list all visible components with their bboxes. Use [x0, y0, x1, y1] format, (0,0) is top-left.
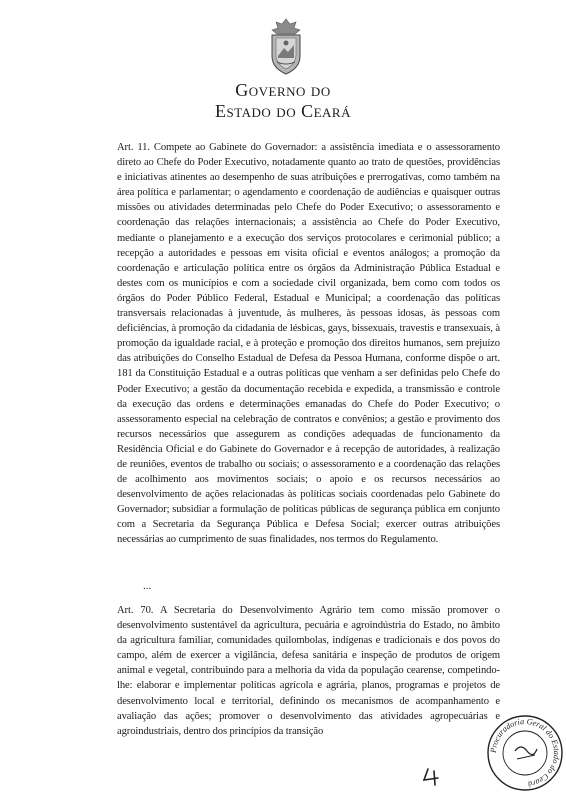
- header-line-2: Estado do Ceará: [215, 101, 351, 121]
- article-70-paragraph: Art. 70. A Secretaria do Desenvolvimento Agrário tem como missão promover o desenvolvimento sustentável da agricultura, pecuária e agroindústria do Estado, no âmbito da agricultura familiar, comunidades quilombolas, indígenas e tradicionais e dos povos do campo, além de exercer a vigilância, defesa sanitária e inspeção de produtos de origem animal e vegetal, contribuindo para a melhoria da vida da população cearense, competindo-lhe: elaborar e implementar políticas agrícola e agrária, planos, programas e projetos de desenvolvimento local e territorial, definindo os mecanismos de acompanhamento e avaliação das ações; promover o desenvolvimento das atividades agropecuárias e agroindustriais, dentro dos princípios da transição: [117, 605, 500, 737]
- header-line-1: Governo do: [235, 80, 331, 100]
- svg-text:Procuradoria Geral do Estado d: Procuradoria Geral do Estado do Ceará: [488, 716, 562, 789]
- handwritten-page-mark: [420, 765, 448, 787]
- government-header: [0, 80, 566, 122]
- state-coat-of-arms-icon: [266, 18, 306, 76]
- ellipsis-separator: ...: [143, 580, 152, 592]
- article-11-paragraph: Art. 11. Compete ao Gabinete do Governador: a assistência imediata e o assessoramento direto ao Chefe do Poder Executivo, notadamente quanto ao trato de questões, providências e iniciativas atinentes ao desempenho de suas atribuições e prerrogativas, como também na área política e parlamentar; o agendamento e coordenação de audiências e quaisquer outras missões ou atividades determinadas pelo Chefe do Poder Executivo; o assessoramento e coordenação das relações internacionais; a assistência ao Chefe do Poder Executivo, mediante o planejamento e a execução dos serviços protocolares e cerimonial público; a recepção a autoridades e pessoas em visita oficial e eventos análogos; a promoção da coordenação e articulação política entre os órgãos da Administração Pública Estadual e destes com os municípios e com a sociedade civil organizada, bem como com todos os órgãos do Poder Público Federal, Estadual e Municipal; a coordenação das políticas transversais relacionadas à juventude, às mulheres, às pessoas idosas, às pessoas com deficiências, à promoção da cidadania de lésbicas, gays, bissexuais, travestis e transexuais, à promoção da igualdade racial, e à proteção e promoção dos direitos humanos, sem prejuízo das atribuições do Conselho Estadual de Defesa da Pessoa Humana, conforme dispõe o art. 181 da Constituição Estadual e a outras políticas que venham a ser definidas pelo Chefe do Poder Executivo; a gestão da documentação recebida e expedida, a transmissão e controle da execução das ordens e determinações emanadas do Chefe do Poder Executivo; o assessoramento especial na celebração de contratos e convênios; a gestão e provimento dos recursos necessários que assegurem as condições adequadas de funcionamento da Residência Oficial e do Gabinete do Governador e à recepção de autoridades, à realização de reuniões, eventos de trabalho ou sociais; o assessoramento e a coordenação das relações de acolhimento aos movimentos sociais; o apoio e os recursos necessários ao desenvolvimento de ações relacionadas às políticas sociais coordenadas pelo Gabinete do Governador; subsidiar a formulação de políticas públicas de segurança pública em conjunto com a Secretaria da Segurança Pública e Defesa Social; exercer outras atribuições necessárias ao cumprimento de suas finalidades, nos termos do Regulamento.: [117, 142, 500, 546]
- official-seal-stamp: [485, 713, 565, 793]
